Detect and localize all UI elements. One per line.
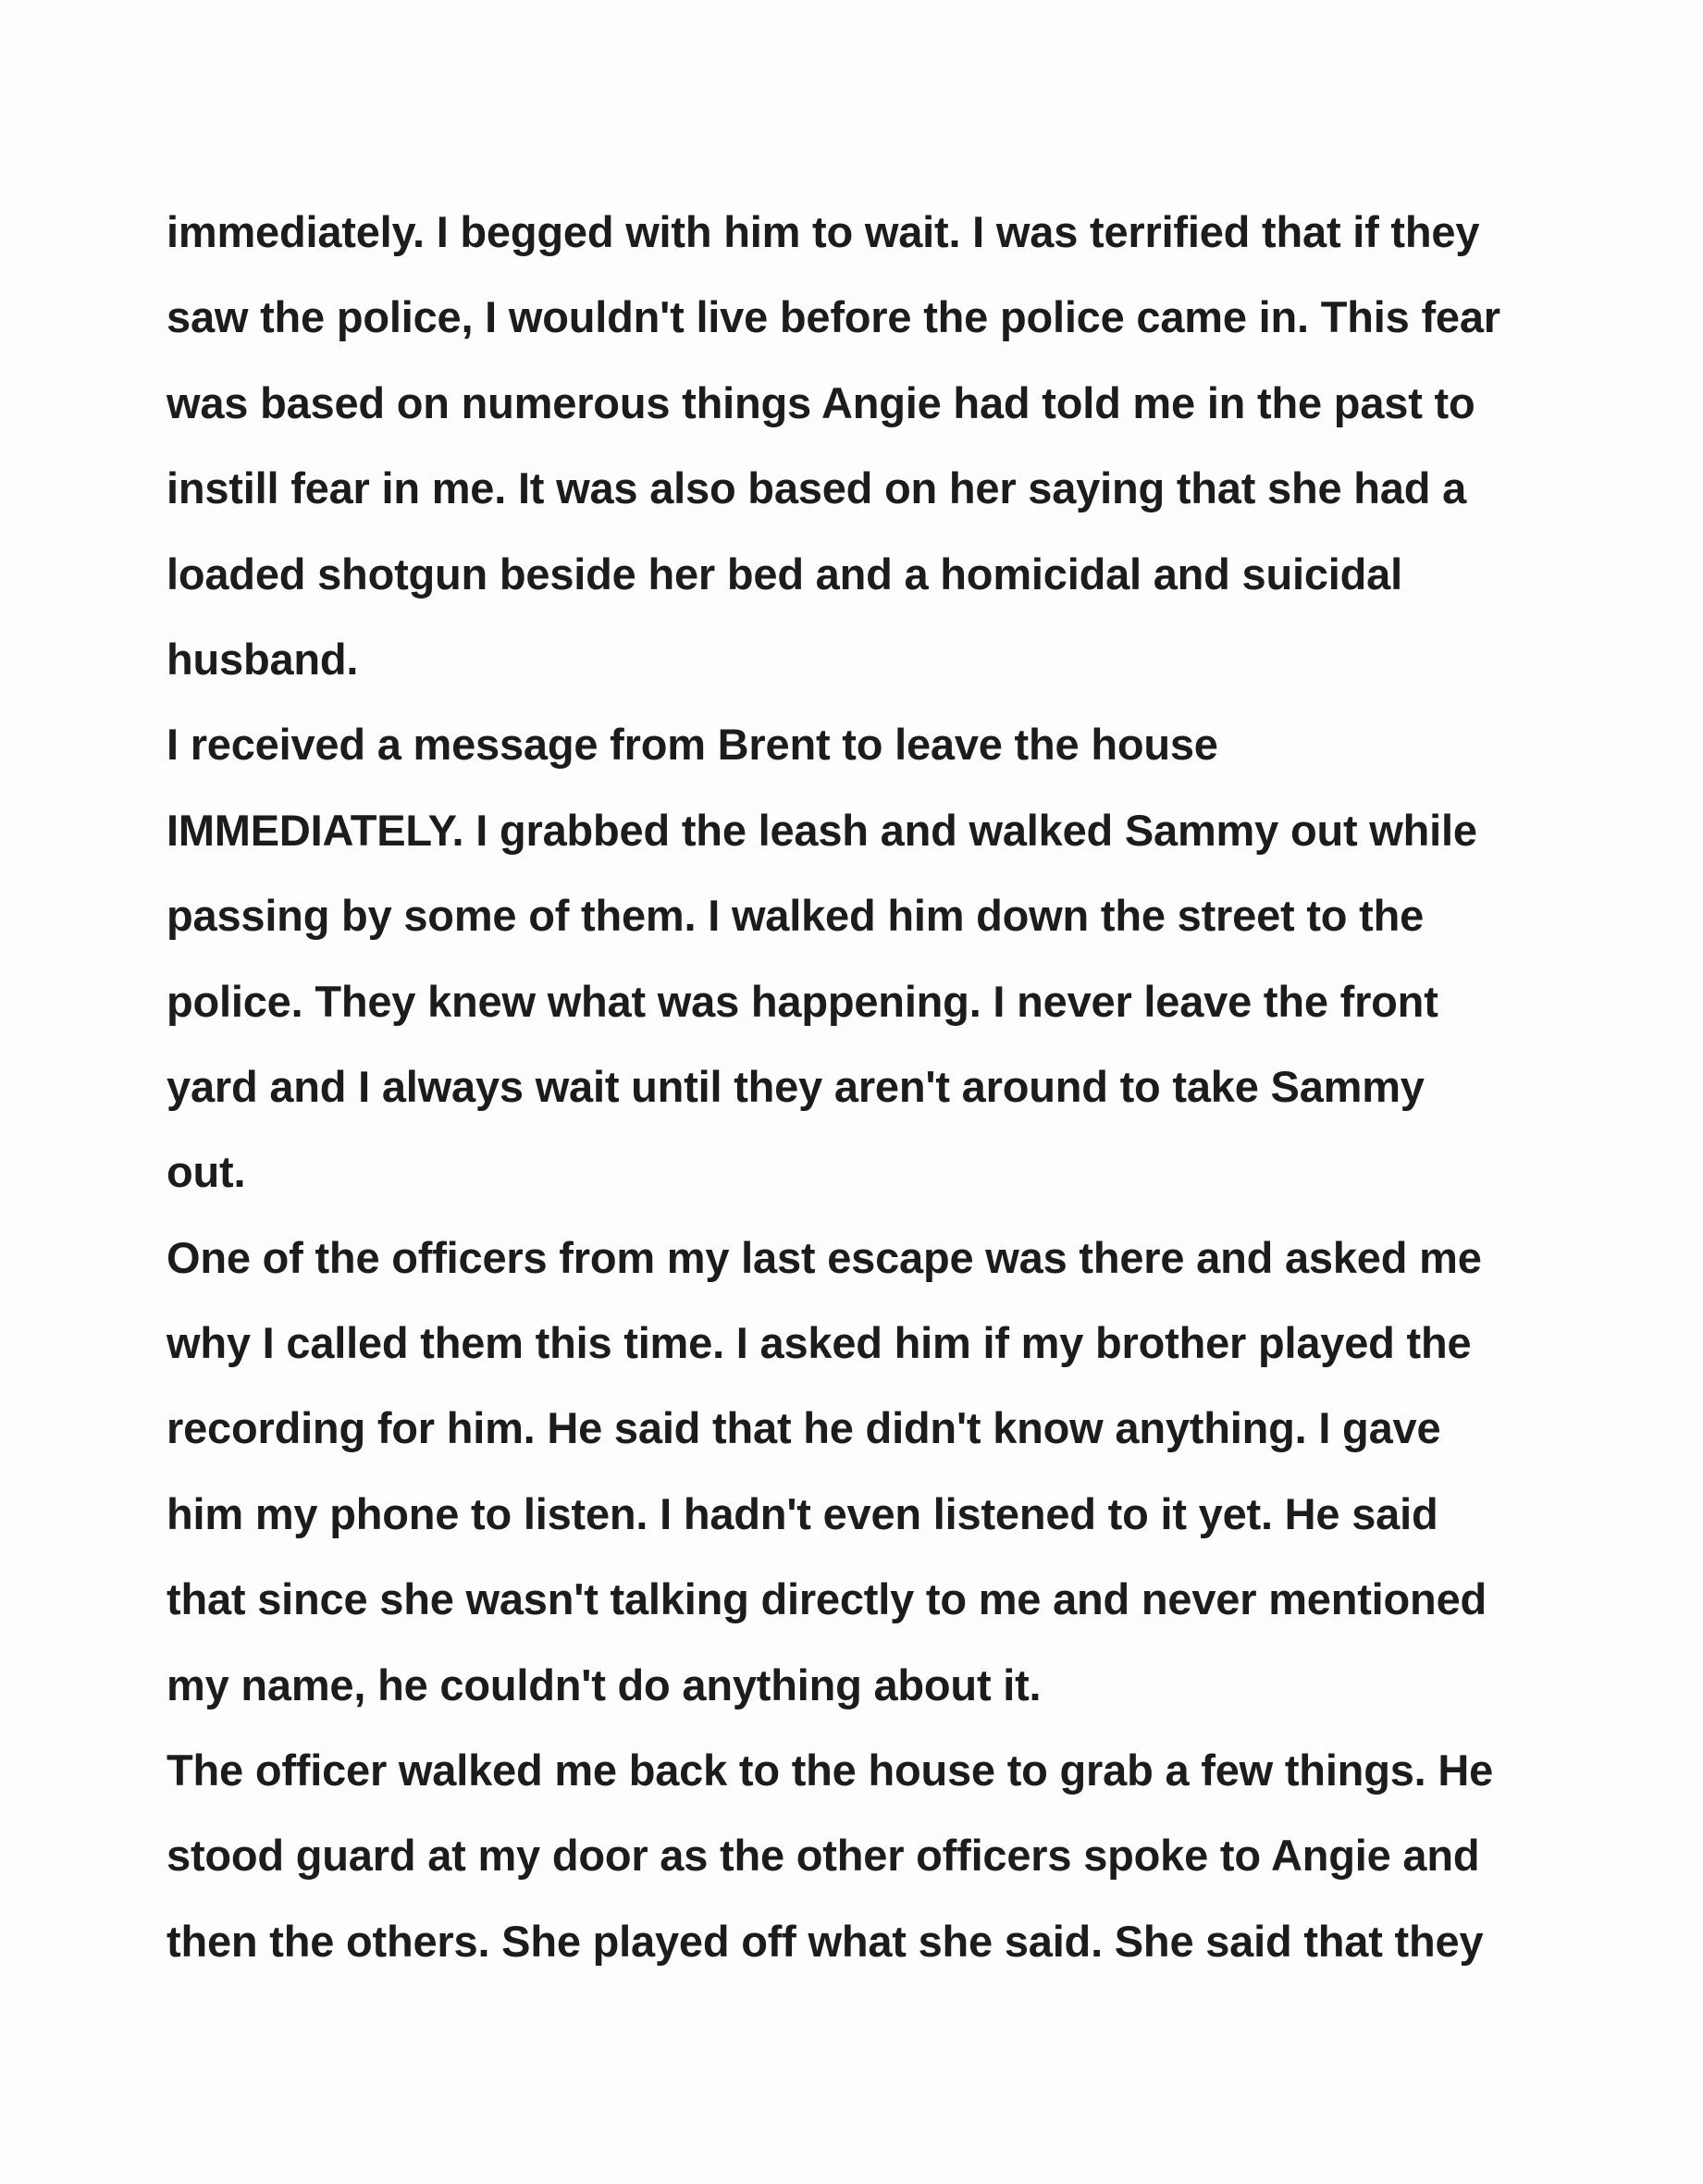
text-line: instill fear in me. It was also based on her saying that she had a [167, 463, 1467, 513]
text-line: IMMEDIATELY. I grabbed the leash and walked Sammy out while [167, 805, 1477, 855]
text-line: saw the police, I wouldn't live before the police came in. This fear [167, 292, 1500, 342]
text-line: husband. [167, 634, 359, 684]
text-line: passing by some of them. I walked him down the street to the [167, 891, 1425, 941]
text-line: my name, he couldn't do anything about it. [167, 1660, 1042, 1709]
text-line: him my phone to listen. I hadn't even listened to it yet. He said [167, 1488, 1438, 1538]
text-line: why I called them this time. I asked him if my brother played the [167, 1318, 1472, 1368]
text-line: was based on numerous things Angie had told me in the past to [167, 377, 1475, 427]
text-line: loaded shotgun beside her bed and a homicidal and suicidal [167, 549, 1402, 598]
document-body [167, 190, 1554, 1984]
text-line: stood guard at my door as the other officers spoke to Angie and [167, 1831, 1480, 1881]
text-line: The officer walked me back to the house to grab a few things. He [167, 1746, 1494, 1795]
text-line: immediately. I begged with him to wait. I was terrified that if they [167, 207, 1480, 256]
text-line: recording for him. He said that he didn't know anything. I gave [167, 1403, 1441, 1453]
text-line: yard and I always wait until they aren't around to take Sammy [167, 1061, 1425, 1111]
text-line: police. They knew what was happening. I never leave the front [167, 976, 1438, 1026]
text-line: I received a message from Brent to leave the house [167, 720, 1218, 770]
text-line: then the others. She played off what she said. She said that they [167, 1916, 1484, 1966]
text-line: out. [167, 1147, 246, 1197]
text-line: that since she wasn't talking directly to me and never mentioned [167, 1574, 1487, 1624]
text-line: One of the officers from my last escape was there and asked me [167, 1232, 1482, 1282]
